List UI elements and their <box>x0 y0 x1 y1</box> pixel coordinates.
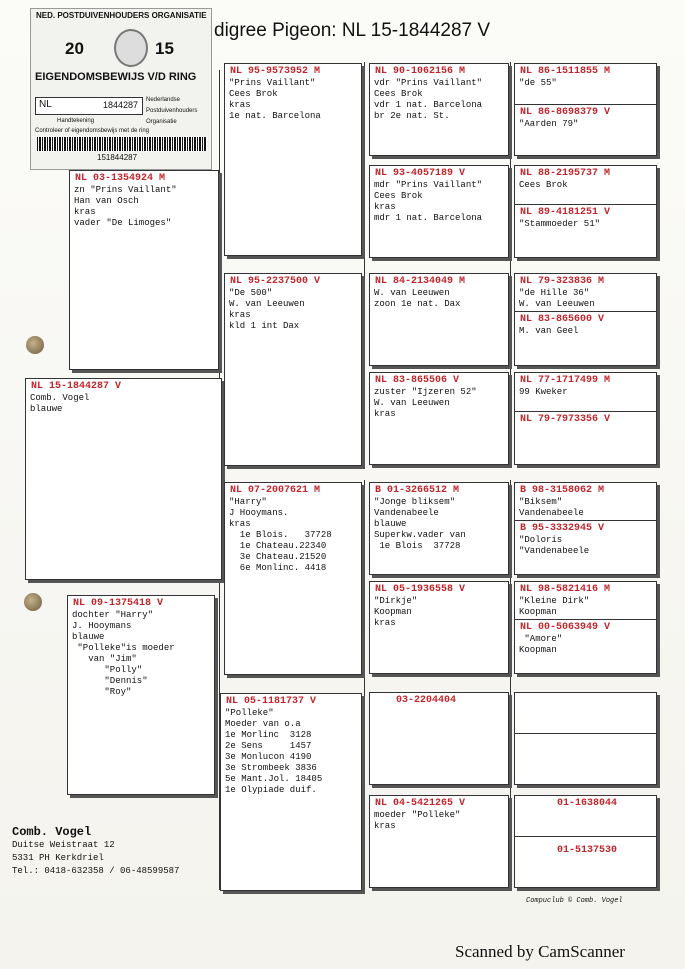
card-line: Koopman <box>519 607 557 617</box>
ring-certificate <box>30 8 212 170</box>
pigeon-card-gen3 <box>224 63 362 256</box>
ring-id: NL 95-9573952 M <box>230 66 321 77</box>
ring-side-line-3: Organisatie <box>146 119 177 125</box>
card-line: dochter "Harry" <box>72 610 154 620</box>
card-line: "Aarden 79" <box>519 119 579 129</box>
pigeon-card-gen5-pair <box>514 482 657 575</box>
pigeon-card-gen4 <box>369 372 509 465</box>
card-line: vdr 1 nat. Barcelona <box>374 100 483 110</box>
card-line: Cees Brok <box>229 89 278 99</box>
pigeon-card-subject <box>25 378 222 580</box>
connector-line <box>510 480 511 890</box>
ring-number: 1844287 <box>102 100 138 110</box>
ring-year-right: 15 <box>155 39 174 58</box>
connector-line <box>510 62 511 462</box>
owner-block <box>12 826 179 878</box>
pigeon-card-gen5-pair <box>514 795 657 888</box>
card-line: "Biksem" <box>519 497 563 507</box>
ring-number-box <box>35 97 143 115</box>
card-line: mdr "Prins Vaillant" <box>374 180 483 190</box>
card-line: zoon 1e nat. Dax <box>374 299 461 309</box>
card-line: 2e Sens 1457 <box>225 741 312 751</box>
card-line: moeder "Polleke" <box>374 810 461 820</box>
card-line: 1e nat. Barcelona <box>229 111 321 121</box>
ring-id: NL 09-1375418 V <box>73 598 164 609</box>
ring-small-text-1: Handtekening <box>57 118 95 124</box>
card-line: kras <box>229 100 251 110</box>
pigeon-card-gen4 <box>369 581 509 674</box>
card-line: blauwe <box>30 404 63 414</box>
card-line: J. Hooymans <box>72 621 132 631</box>
ring-id: B 95-3332945 V <box>520 523 605 534</box>
card-line: zuster "Ijzeren 52" <box>374 387 477 397</box>
binder-hole <box>24 593 42 611</box>
card-line: 3e Chateau.21520 <box>229 552 327 562</box>
pigeon-card-gen5-pair <box>514 372 657 465</box>
pigeon-card-sire <box>69 170 219 370</box>
owner-name: Comb. Vogel <box>12 825 92 839</box>
pigeon-card-gen5-pair <box>514 692 657 785</box>
card-line: "Kleine Dirk" <box>519 596 590 606</box>
page-title: digree Pigeon: NL 15-1844287 V <box>214 20 491 41</box>
card-line: "de Hille 36" <box>519 288 590 298</box>
card-line: 1e Blois. 37728 <box>229 530 332 540</box>
card-line: "Doloris <box>519 535 563 545</box>
card-line: M. van Geel <box>519 326 579 336</box>
ring-id: NL 15-1844287 V <box>31 381 122 392</box>
ring-id: NL 86-1511855 M <box>520 66 611 77</box>
ring-id <box>515 734 656 737</box>
ring-id: NL 88-2195737 M <box>520 168 611 179</box>
card-line: 6e Monlinc. 4418 <box>229 563 327 573</box>
card-line: Comb. Vogel <box>30 393 90 403</box>
pigeon-card-gen4 <box>369 692 509 785</box>
card-line: zn "Prins Vaillant" <box>74 185 177 195</box>
card-line: kras <box>229 519 251 529</box>
card-line: "Dirkje" <box>374 596 418 606</box>
card-line: kras <box>374 409 396 419</box>
npo-emblem-icon <box>114 29 148 67</box>
pigeon-card-gen3 <box>224 273 362 466</box>
card-line: W. van Leeuwen <box>374 398 450 408</box>
ring-id: NL 04-5421265 V <box>375 798 466 809</box>
ring-id: 03-2204404 <box>396 695 457 706</box>
barcode <box>37 137 207 151</box>
card-line: Cees Brok <box>374 89 423 99</box>
card-line: Vandenabeele <box>519 508 584 518</box>
barcode-number: 151844287 <box>97 153 138 162</box>
scanner-watermark: Scanned by CamScanner <box>455 942 625 961</box>
card-line: br 2e nat. St. <box>374 111 450 121</box>
card-line: 3e Monlucon 4190 <box>225 752 312 762</box>
ring-id: NL 90-1062156 M <box>375 66 466 77</box>
card-line: Superkw.vader van <box>374 530 466 540</box>
ring-id: NL 98-5821416 M <box>520 584 611 595</box>
ring-id: NL 89-4181251 V <box>520 207 611 218</box>
card-line: 3e Strombeek 3836 <box>225 763 317 773</box>
pigeon-card-gen5-pair <box>514 165 657 258</box>
card-line: W. van Leeuwen <box>229 299 305 309</box>
card-line: blauwe <box>374 519 407 529</box>
pigeon-card-gen4 <box>369 165 509 258</box>
ring-id: B 98-3158062 M <box>520 485 605 496</box>
card-line: Vandenabeele <box>374 508 439 518</box>
ring-id: 01-1638044 <box>557 798 618 809</box>
owner-address: Duitse Weistraat 12 <box>12 840 115 850</box>
pigeon-card-gen4 <box>369 63 509 156</box>
card-line: 1e Olypiade duif. <box>225 785 317 795</box>
card-line: Han van Osch <box>74 196 139 206</box>
card-line: Cees Brok <box>374 191 423 201</box>
card-line: "Harry" <box>229 497 267 507</box>
ring-id: B 01-3266512 M <box>375 485 460 496</box>
card-line: "Stammoeder 51" <box>519 219 601 229</box>
ring-org: NED. POSTDUIVENHOUDERS ORGANISATIE <box>36 11 207 20</box>
pigeon-card-gen4 <box>369 482 509 575</box>
ring-id: NL 07-2007621 M <box>230 485 321 496</box>
pigeon-card-gen5-pair <box>514 273 657 366</box>
card-line: 1e Morlinc 3128 <box>225 730 312 740</box>
ring-id <box>515 693 656 696</box>
ring-country: NL <box>39 99 52 110</box>
ring-id: NL 86-8698379 V <box>520 107 611 118</box>
ring-id: NL 93-4057189 V <box>375 168 466 179</box>
card-line: kras <box>374 202 396 212</box>
ring-id: NL 83-865506 V <box>375 375 460 386</box>
card-line: J Hooymans. <box>229 508 289 518</box>
ring-id: NL 03-1354924 M <box>75 173 166 184</box>
card-line: "Amore" <box>519 634 563 644</box>
ring-small-text-2: Controleer of eigendomsbewijs met de ring <box>35 128 150 134</box>
ring-id: 01-5137530 <box>557 845 618 856</box>
card-line: "De 500" <box>229 288 273 298</box>
card-line: W. van Leeuwen <box>374 288 450 298</box>
ring-id: NL 05-1181737 V <box>226 696 317 707</box>
ring-side-line-2: Postduivenhouders <box>146 108 198 114</box>
card-line: van "Jim" <box>72 654 137 664</box>
card-line: W. van Leeuwen <box>519 299 595 309</box>
pigeon-card-gen5-pair <box>514 581 657 674</box>
ring-id: NL 05-1936558 V <box>375 584 466 595</box>
card-line: vader "De Limoges" <box>74 218 172 228</box>
ring-id: NL 79-323836 M <box>520 276 605 287</box>
card-line: "Dennis" <box>72 676 148 686</box>
ring-id: NL 84-2134049 M <box>375 276 466 287</box>
card-line: "Polly" <box>72 665 143 675</box>
ring-id: NL 77-1717499 M <box>520 375 611 386</box>
ring-id: NL 79-7973356 V <box>520 414 611 425</box>
card-line: kras <box>229 310 251 320</box>
card-line: Koopman <box>519 645 557 655</box>
card-line: Moeder van o.a <box>225 719 301 729</box>
ring-id: NL 95-2237500 V <box>230 276 321 287</box>
binder-hole <box>26 336 44 354</box>
pigeon-card-gen4 <box>369 273 509 366</box>
connector-line <box>364 480 365 890</box>
card-line: "de 55" <box>519 78 557 88</box>
card-line: "Prins Vaillant" <box>229 78 316 88</box>
card-line: Cees Brok <box>519 180 568 190</box>
card-line: 1e Chateau.22340 <box>229 541 327 551</box>
card-line: kras <box>374 821 396 831</box>
pigeon-card-gen3 <box>220 693 362 891</box>
ring-year-left: 20 <box>65 39 84 58</box>
owner-city: 5331 PH Kerkdriel <box>12 853 104 863</box>
card-line: 1e Blois 37728 <box>374 541 461 551</box>
pigeon-card-dam <box>67 595 215 795</box>
card-line: blauwe <box>72 632 105 642</box>
card-line: kld 1 int Dax <box>229 321 300 331</box>
ring-id: NL 83-865600 V <box>520 314 605 325</box>
pigeon-card-gen5-pair <box>514 63 657 156</box>
card-line: vdr "Prins Vaillant" <box>374 78 483 88</box>
card-line: 5e Mant.Jol. 18405 <box>225 774 323 784</box>
card-line: "Jonge bliksem" <box>374 497 456 507</box>
ring-id: NL 00-5063949 V <box>520 622 611 633</box>
pigeon-card-gen4 <box>369 795 509 888</box>
card-line: "Polleke" <box>225 708 274 718</box>
owner-tel: Tel.: 0418-632358 / 06-48599587 <box>12 866 180 876</box>
card-line: kras <box>74 207 96 217</box>
footer-credit: Compuclub © Comb. Vogel <box>526 897 623 905</box>
card-line: 99 Kweker <box>519 387 568 397</box>
card-line: Koopman <box>374 607 412 617</box>
card-line: "Polleke"is moeder <box>72 643 175 653</box>
card-line: "Roy" <box>72 687 132 697</box>
card-line: mdr 1 nat. Barcelona <box>374 213 483 223</box>
ring-side-line-1: Nederlandse <box>146 97 181 103</box>
card-line: "Vandenabeele <box>519 546 590 556</box>
pigeon-card-gen3 <box>224 482 362 675</box>
card-line: kras <box>374 618 396 628</box>
connector-line <box>364 62 365 462</box>
ring-heading: EIGENDOMSBEWIJS V/D RING <box>35 71 197 83</box>
